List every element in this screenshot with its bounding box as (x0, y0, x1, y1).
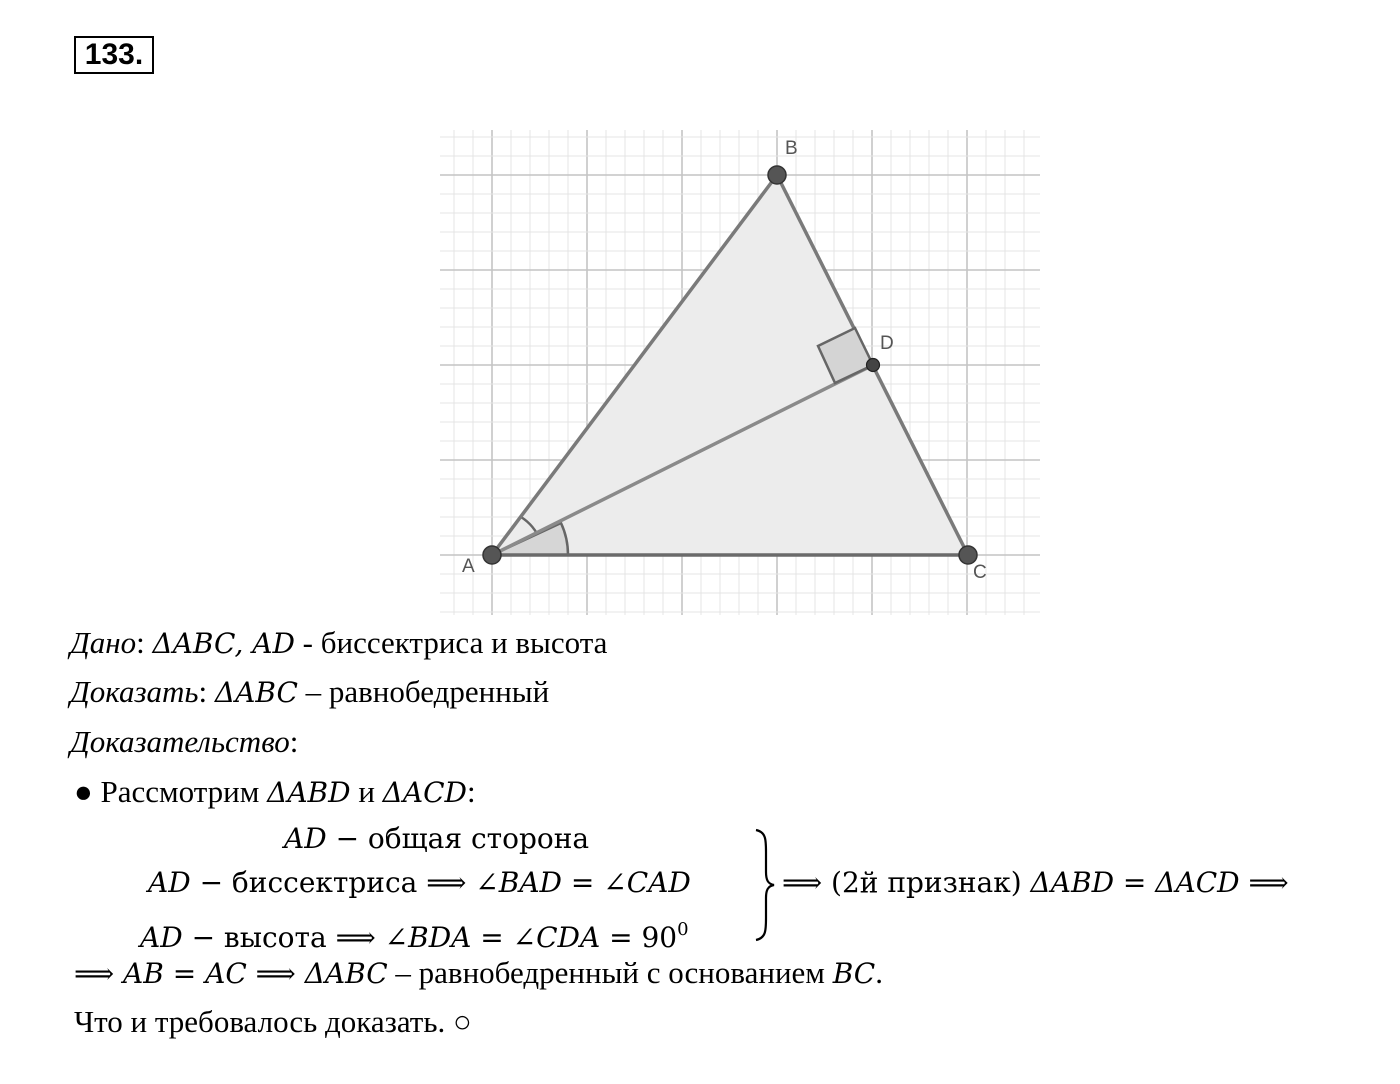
system-line-2: AD − биссектриса ⟹ ∠BAD = ∠CAD (148, 866, 691, 899)
proof-heading: Доказательство: (70, 724, 299, 759)
prove-line: Доказать: ΔABC – равнобедренный (70, 674, 550, 709)
label-a: A (462, 556, 475, 577)
system-line-1: AD − общая сторона (284, 822, 590, 855)
point-a (483, 546, 501, 564)
system-conclusion: ⟹ (2й признак) ΔABD = ΔACD ⟹ (782, 866, 1289, 899)
point-b (768, 166, 786, 184)
system-brace (752, 826, 782, 944)
label-c: C (973, 562, 987, 583)
system-line-3: AD − высота ⟹ ∠BDA = ∠CDA = $90^0$ (140, 919, 689, 954)
qed-line: Что и требовалось доказать. ○ (74, 1004, 472, 1039)
label-b: B (785, 138, 798, 159)
triangle-figure (440, 130, 1040, 615)
problem-number: 133. (74, 36, 154, 74)
point-d (867, 359, 880, 372)
label-d: D (880, 333, 894, 354)
final-line: ⟹ AB = AC ⟹ ΔABC – равнобедренный с основанием BC. (74, 955, 883, 990)
given-line: Дано: ΔABC, AD - биссектриса и высота (70, 625, 608, 660)
consider-line: ● Рассмотрим ΔABD и ΔACD: (74, 774, 476, 809)
